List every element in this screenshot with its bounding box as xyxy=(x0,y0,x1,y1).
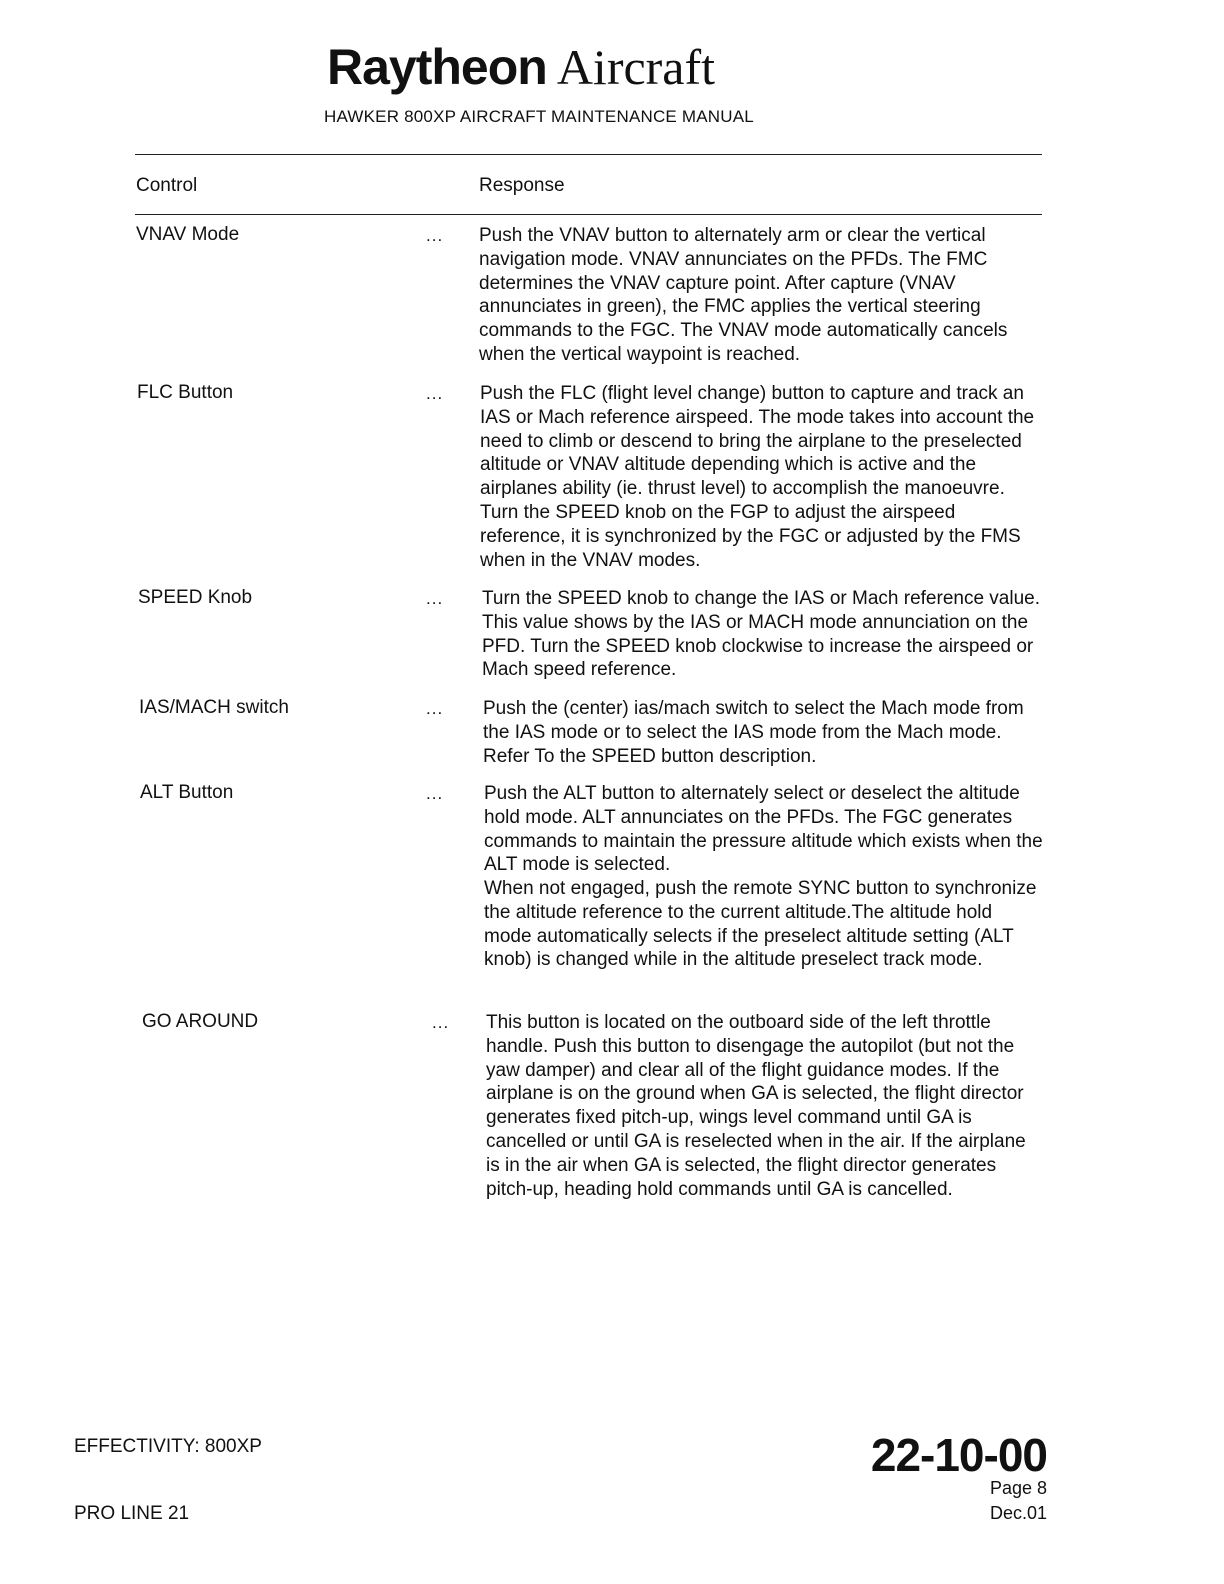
effectivity: EFFECTIVITY: 800XP xyxy=(74,1436,262,1457)
raytheon-logo: Raytheon xyxy=(327,39,547,95)
page-number: Page 8 xyxy=(989,1478,1047,1498)
column-header-response: Response xyxy=(479,175,565,196)
response-text: Push the FLC (flight level change) button to capture and track an IAS or Mach reference airspeed. The mode takes into account the need to climb or descend to bring the airplane to the preselected altitude or VNAV altitude depending which is active and the airplanes ability (ie. thrust level) to accomplish the manoeuvre. Turn the SPEED knob on the FGP to adjust the airspeed reference, it is synchronized by the FGC or adjusted by the FMS when in the VNAV modes. xyxy=(480,383,1035,571)
table-header-rule xyxy=(135,214,1042,215)
row-separator: ... xyxy=(426,784,444,803)
manual-title: HAWKER 800XP AIRCRAFT MAINTENANCE MANUAL xyxy=(324,107,754,126)
revision-date: Dec.01 xyxy=(989,1503,1047,1523)
response-text: Push the VNAV button to alternately arm or clear the vertical navigation mode. VNAV annunciates on the PFDs. The FMC determines the VNAV capture point. After capture (VNAV annunciates in green), the FMC applies the vertical steering commands to the FGC. The VNAV mode automatically cancels when the vertical waypoint is reached. xyxy=(479,225,1008,365)
response-text: This button is located on the outboard side of the left throttle handle. Push this button to disengage the autopilot (but not the yaw damper) and clear all of the flight guidance modes. If the airplane is on the ground when GA is selected, the flight director generates fixed pitch-up, wings level command until GA is cancelled or until GA is reselected when in the air. If the airplane is in the air when GA is selected, the flight director generates pitch-up, heading hold commands until GA is cancelled. xyxy=(486,1012,1026,1200)
brand-word: Aircraft xyxy=(556,39,716,95)
row-separator: ... xyxy=(426,589,444,608)
column-header-control: Control xyxy=(136,175,198,196)
document-number: 22-10-00 xyxy=(870,1429,1047,1481)
response-text-continued: When not engaged, push the remote SYNC button to synchronize the altitude reference to the current altitude.The altitude hold mode automatically selects if the preselect altitude setting (ALT knob) is changed while in the altitude preselect track mode. xyxy=(484,878,1037,971)
row-separator: ... xyxy=(426,699,444,718)
row-separator: ... xyxy=(432,1013,450,1032)
control-label: FLC Button xyxy=(137,382,234,403)
response-text: Push the (center) ias/mach switch to select the Mach mode from the IAS mode or to select the IAS mode from the Mach mode. Refer To the SPEED button description. xyxy=(483,698,1024,767)
row-separator: ... xyxy=(426,384,444,403)
pro-line: PRO LINE 21 xyxy=(74,1503,190,1524)
control-label: SPEED Knob xyxy=(138,587,253,608)
response-text: Turn the SPEED knob to change the IAS or Mach reference value. This value shows by the IAS or MACH mode annunciation on the PFD. Turn the SPEED knob clockwise to increase the airspeed or Mach speed reference. xyxy=(482,588,1040,681)
brand-header xyxy=(327,39,716,95)
response-text: Push the ALT button to alternately select or deselect the altitude hold mode. ALT annunciates on the PFDs. The FGC generates commands to maintain the pressure altitude which exists when the ALT mode is selected. xyxy=(484,783,1043,876)
control-label: VNAV Mode xyxy=(136,224,240,245)
control-label: ALT Button xyxy=(140,782,234,803)
control-label: IAS/MACH switch xyxy=(139,697,289,718)
header-rule xyxy=(135,154,1042,155)
control-label: GO AROUND xyxy=(142,1011,259,1032)
row-separator: ... xyxy=(426,226,444,245)
